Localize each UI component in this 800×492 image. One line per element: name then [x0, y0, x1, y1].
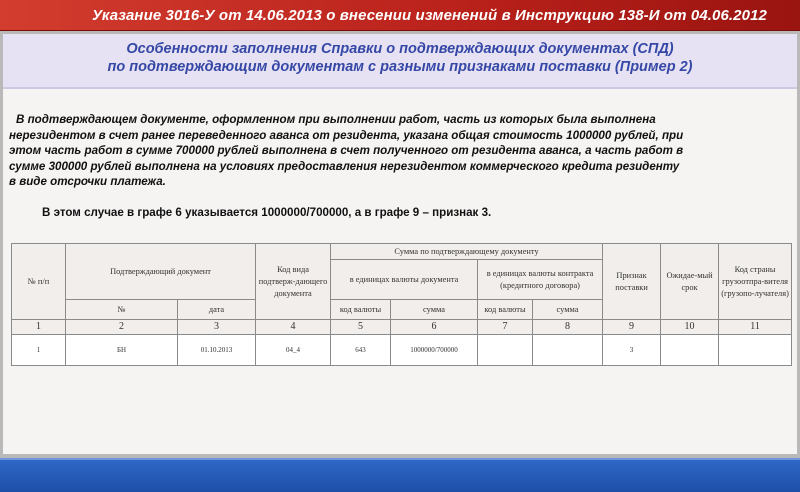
- body-line: в виде отсрочки платежа.: [9, 175, 166, 189]
- header-cell-date: дата: [178, 300, 256, 320]
- body-paragraph: [9, 112, 794, 190]
- column-number: 11: [719, 320, 792, 335]
- table-cell: 01.10.2013: [178, 335, 256, 366]
- footer-bar: [0, 458, 800, 492]
- header-cell-contract-currency: в единицах валюты контракта (кредитного договора): [478, 260, 603, 300]
- column-number: 7: [478, 320, 533, 335]
- table-cell: 643: [331, 335, 391, 366]
- header-cell-number: № п/п: [12, 244, 66, 320]
- header-cell-country: Код страны грузоотпра-вителя (грузопо-лучателя): [719, 244, 792, 320]
- header-cell-sign: Признак поставки: [603, 244, 661, 320]
- table-cell: [719, 335, 792, 366]
- header-cell-currency-code: код валюты: [331, 300, 391, 320]
- subtitle-line-1: Особенности заполнения Справки о подтверждающих документах (СПД): [126, 41, 674, 57]
- column-number: 6: [391, 320, 478, 335]
- subtitle-band: [3, 34, 797, 89]
- table-cell: 3: [603, 335, 661, 366]
- header-title: Указание 3016-У от 14.06.2013 о внесении изменений в Инструкцию 138-И от 04.06.2012: [92, 7, 767, 24]
- column-number: 10: [661, 320, 719, 335]
- spd-table-wrap: [11, 243, 791, 366]
- header-cell-doc-no: №: [66, 300, 178, 320]
- header-bar: [0, 0, 800, 31]
- body-line: сумме 300000 рублей выполнена на условиях предоставления нерезидентом коммерческого кредита резиденту: [9, 159, 680, 173]
- body-line: этом часть работ в сумме 700000 рублей выполнена в счет полученного от резидента аванса, а часть работ в: [9, 144, 684, 158]
- column-number: 8: [533, 320, 603, 335]
- header-cell-doc-currency: в единицах валюты документа: [331, 260, 478, 300]
- table-cell: 04_4: [256, 335, 331, 366]
- column-number: 5: [331, 320, 391, 335]
- column-number: 2: [66, 320, 178, 335]
- column-number: 3: [178, 320, 256, 335]
- column-number: 4: [256, 320, 331, 335]
- body-line: В подтверждающем документе, оформленном при выполнении работ, часть из которых была выполнена: [16, 113, 656, 126]
- header-cell-currency-code: код валюты: [478, 300, 533, 320]
- table-cell: БН: [66, 335, 178, 366]
- note-text: В этом случае в графе 6 указывается 1000000/700000, а в графе 9 – признак 3.: [42, 206, 492, 219]
- column-number-row: [12, 320, 792, 335]
- spd-table: [11, 243, 792, 366]
- header-cell-document: Подтверждающий документ: [66, 244, 256, 300]
- table-cell: 1000000/700000: [391, 335, 478, 366]
- table-cell: [661, 335, 719, 366]
- table-cell: 1: [12, 335, 66, 366]
- header-cell-expected: Ожидае-мый срок: [661, 244, 719, 320]
- header-cell-amount: сумма: [533, 300, 603, 320]
- column-number: 1: [12, 320, 66, 335]
- header-cell-sum: Сумма по подтверждающему документу: [331, 244, 603, 260]
- subtitle-line-2: по подтверждающим документам с разными признаками поставки (Пример 2): [107, 59, 693, 75]
- column-number: 9: [603, 320, 661, 335]
- header-cell-amount: сумма: [391, 300, 478, 320]
- table-cell: [533, 335, 603, 366]
- header-cell-doc-type: Код вида подтверж-дающего документа: [256, 244, 331, 320]
- table-cell: [478, 335, 533, 366]
- table-row: [12, 335, 792, 366]
- body-line: нерезидентом в счет ранее переведенного аванса от резидента, указана общая стоимость 1000000 рублей, при: [9, 128, 684, 142]
